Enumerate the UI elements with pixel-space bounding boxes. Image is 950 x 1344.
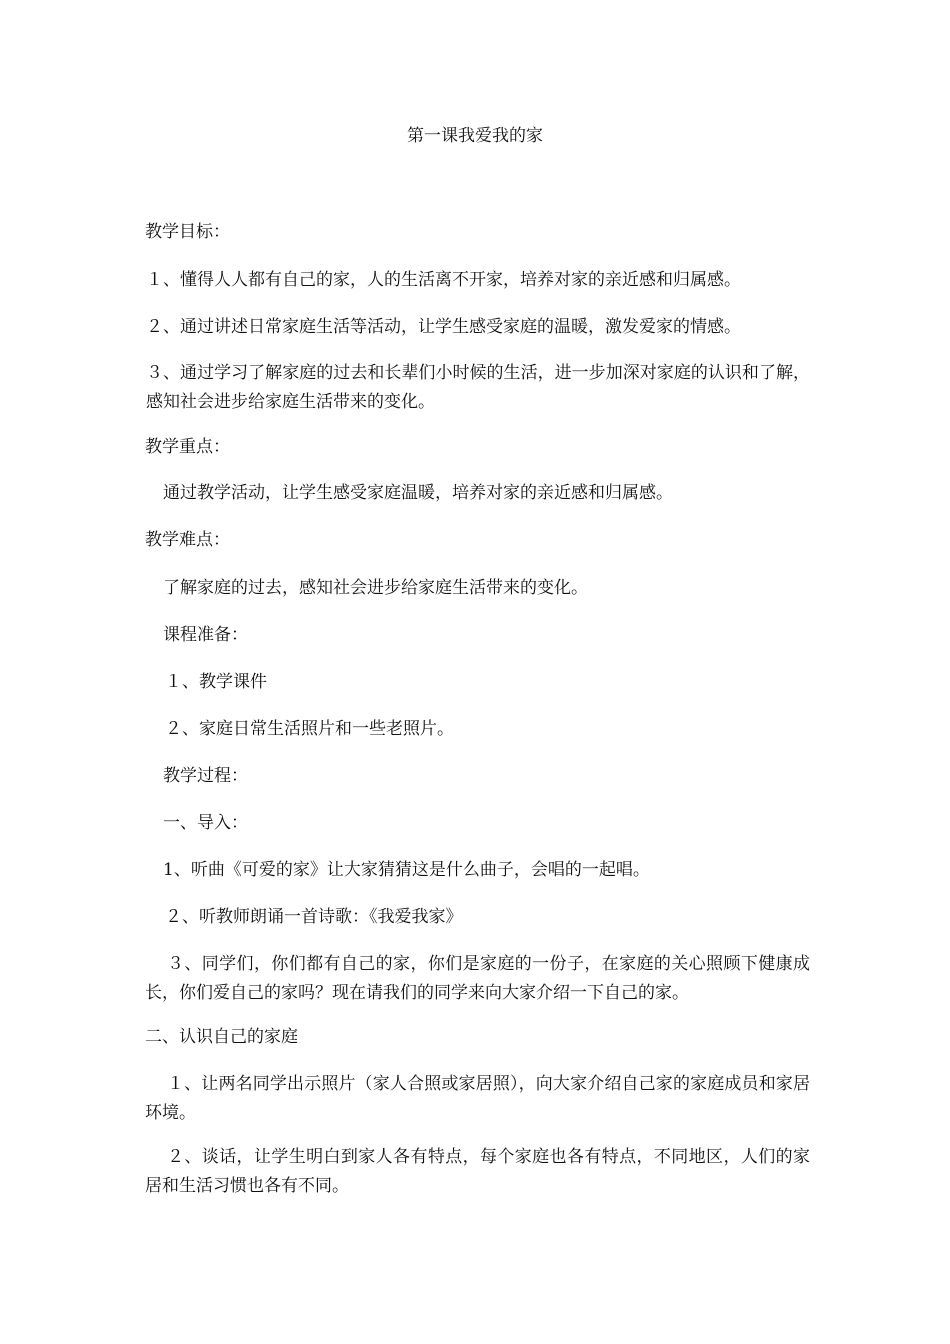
section-heading-preparation: 课程准备： bbox=[163, 625, 248, 645]
intro-item-1: 1、听曲《可爱的家》让大家猜猜这是什么曲子，会唱的一起唱。 bbox=[163, 860, 650, 880]
process-step-intro: 一、导入： bbox=[163, 813, 248, 833]
document-title: 第一课我爱我的家 bbox=[407, 126, 543, 146]
key-points-text: 通过教学活动，让学生感受家庭温暖，培养对家的亲近感和归属感。 bbox=[163, 483, 673, 503]
difficulties-text: 了解家庭的过去，感知社会进步给家庭生活带来的变化。 bbox=[163, 578, 588, 598]
section-heading-key-points: 教学重点： bbox=[145, 437, 230, 457]
section-heading-difficulties: 教学难点： bbox=[145, 530, 230, 550]
objective-item-1: １、懂得人人都有自己的家，人的生活离不开家，培养对家的亲近感和归属感。 bbox=[146, 270, 741, 290]
objective-item-3: ３、通过学习了解家庭的过去和长辈们小时候的生活，进一步加深对家庭的认识和了解，感知社会进步给家庭生活带来的变化。 bbox=[146, 363, 810, 412]
intro-item-3: ３、同学们，你们都有自己的家，你们是家庭的一份子，在家庭的关心照顾下健康成长，你们爱自己的家吗？现在请我们的同学来向大家介绍一下自己的家。 bbox=[145, 954, 810, 1003]
section-heading-process: 教学过程： bbox=[163, 766, 248, 786]
objective-item-2: ２、通过讲述日常家庭生活等活动，让学生感受家庭的温暖，激发爱家的情感。 bbox=[146, 317, 741, 337]
preparation-item-2: ２、家庭日常生活照片和一些老照片。 bbox=[165, 719, 454, 739]
process-step-know-family: 二、认识自己的家庭 bbox=[145, 1027, 298, 1047]
section-heading-objectives: 教学目标： bbox=[145, 222, 230, 242]
know-family-item-1: １、让两名同学出示照片（家人合照或家居照），向大家介绍自己家的家庭成员和家居环境。 bbox=[145, 1074, 810, 1123]
intro-item-2: ２、听教师朗诵一首诗歌：《我爱我家》 bbox=[165, 907, 463, 927]
preparation-item-1: １、教学课件 bbox=[165, 672, 267, 692]
know-family-item-2: ２、谈话，让学生明白到家人各有特点，每个家庭也各有特点，不同地区，人们的家居和生活习惯也各有不同。 bbox=[145, 1147, 810, 1196]
